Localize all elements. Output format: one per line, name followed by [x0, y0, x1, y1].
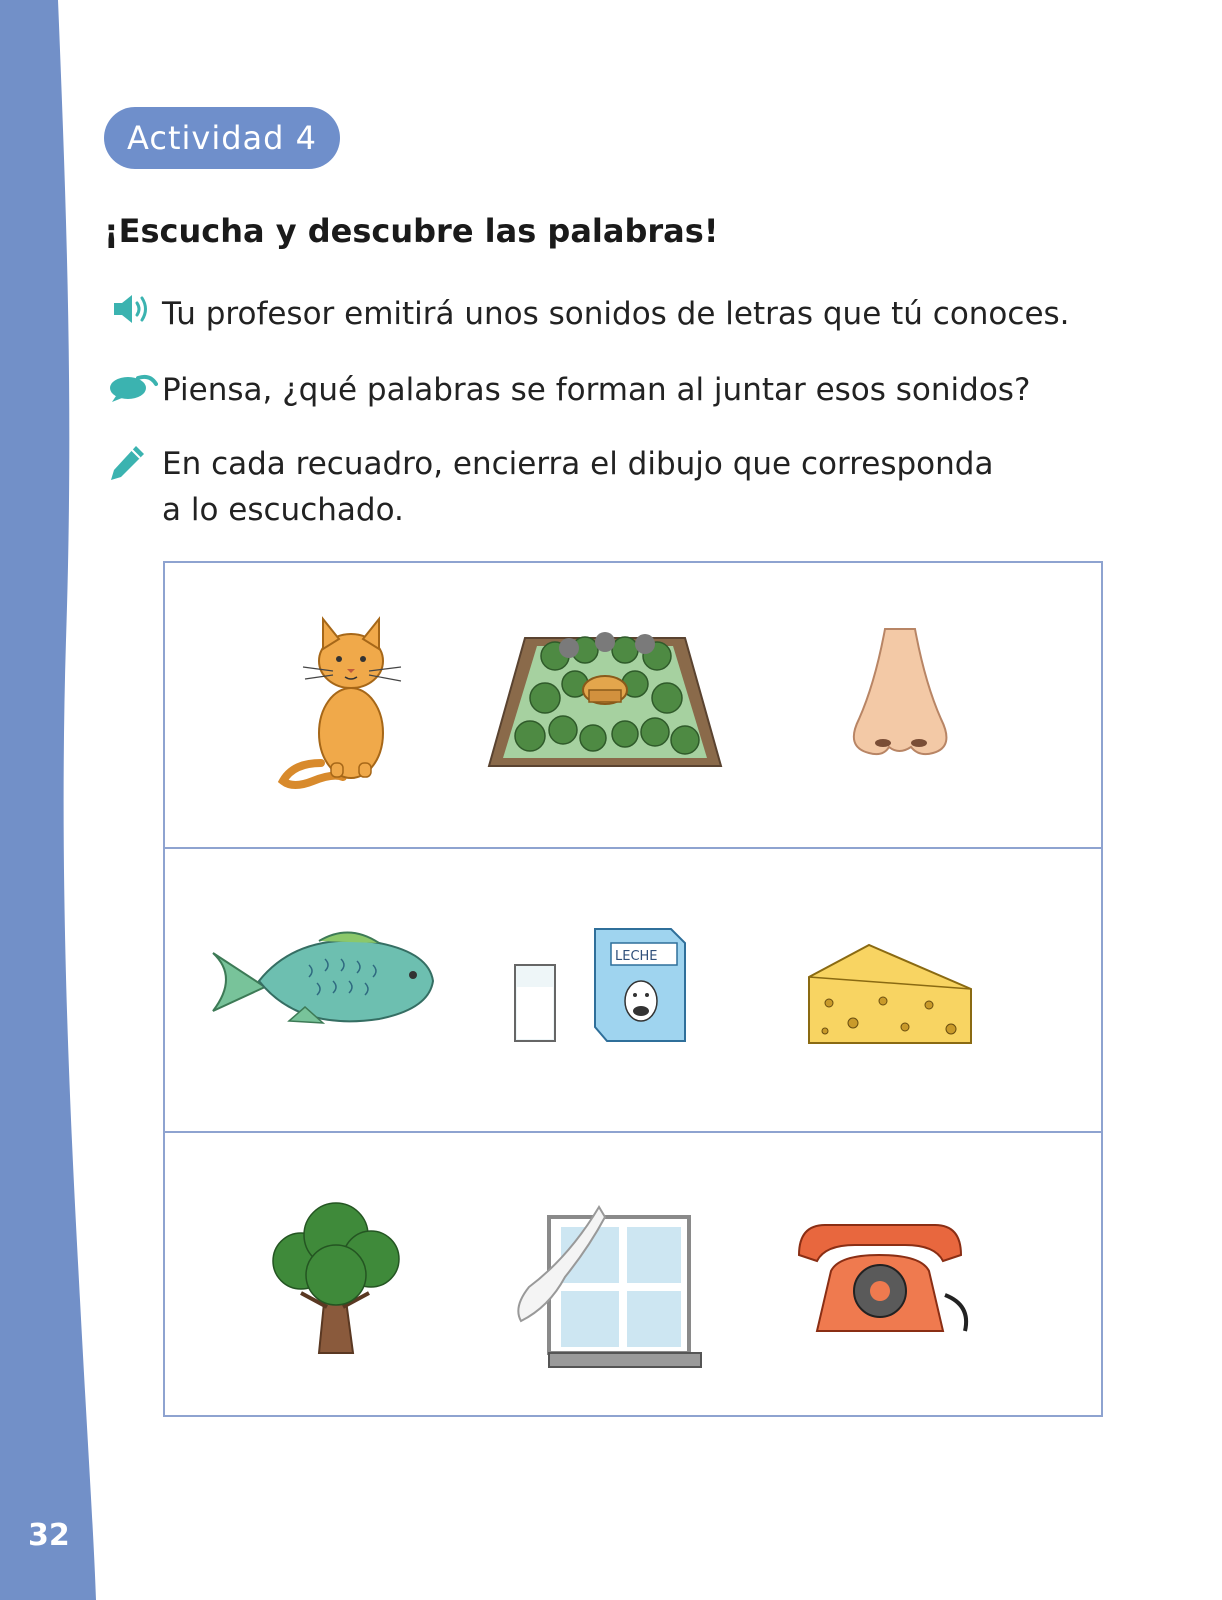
- speech-bubbles-icon: [108, 372, 158, 402]
- picture-row-2: [165, 847, 1101, 1133]
- milk-carton-label: LECHE: [615, 949, 658, 964]
- side-band: [0, 0, 100, 1600]
- picture-row-1: [165, 563, 1101, 847]
- telephone-picture[interactable]: [795, 1215, 975, 1345]
- instruction-think: Piensa, ¿qué palabras se forman al juntar esos sonidos?: [162, 372, 1031, 408]
- picture-row-3: [165, 1131, 1101, 1417]
- window-picture[interactable]: [509, 1197, 709, 1377]
- instruction-circle: [162, 441, 993, 533]
- park-picture[interactable]: [485, 618, 725, 788]
- page-title: ¡Escucha y descubre las palabras!: [104, 212, 719, 250]
- tree-picture[interactable]: [261, 1197, 411, 1357]
- pencil-icon: [108, 442, 148, 482]
- milk-picture[interactable]: [511, 923, 711, 1053]
- cheese-picture[interactable]: [805, 941, 975, 1047]
- speaker-icon: [112, 292, 152, 326]
- instruction-circle-line1: En cada recuadro, encierra el dibujo que corresponda: [162, 446, 994, 482]
- cat-picture[interactable]: [273, 613, 413, 793]
- instruction-listen: Tu profesor emitirá unos sonidos de letras que tú conoces.: [162, 296, 1070, 332]
- nose-picture[interactable]: [845, 623, 955, 763]
- picture-grid: [163, 561, 1103, 1417]
- fish-picture[interactable]: [209, 925, 439, 1035]
- instruction-circle-line2: a lo escuchado.: [162, 492, 404, 528]
- page-number: 32: [28, 1518, 70, 1553]
- activity-badge: Actividad 4: [104, 107, 340, 169]
